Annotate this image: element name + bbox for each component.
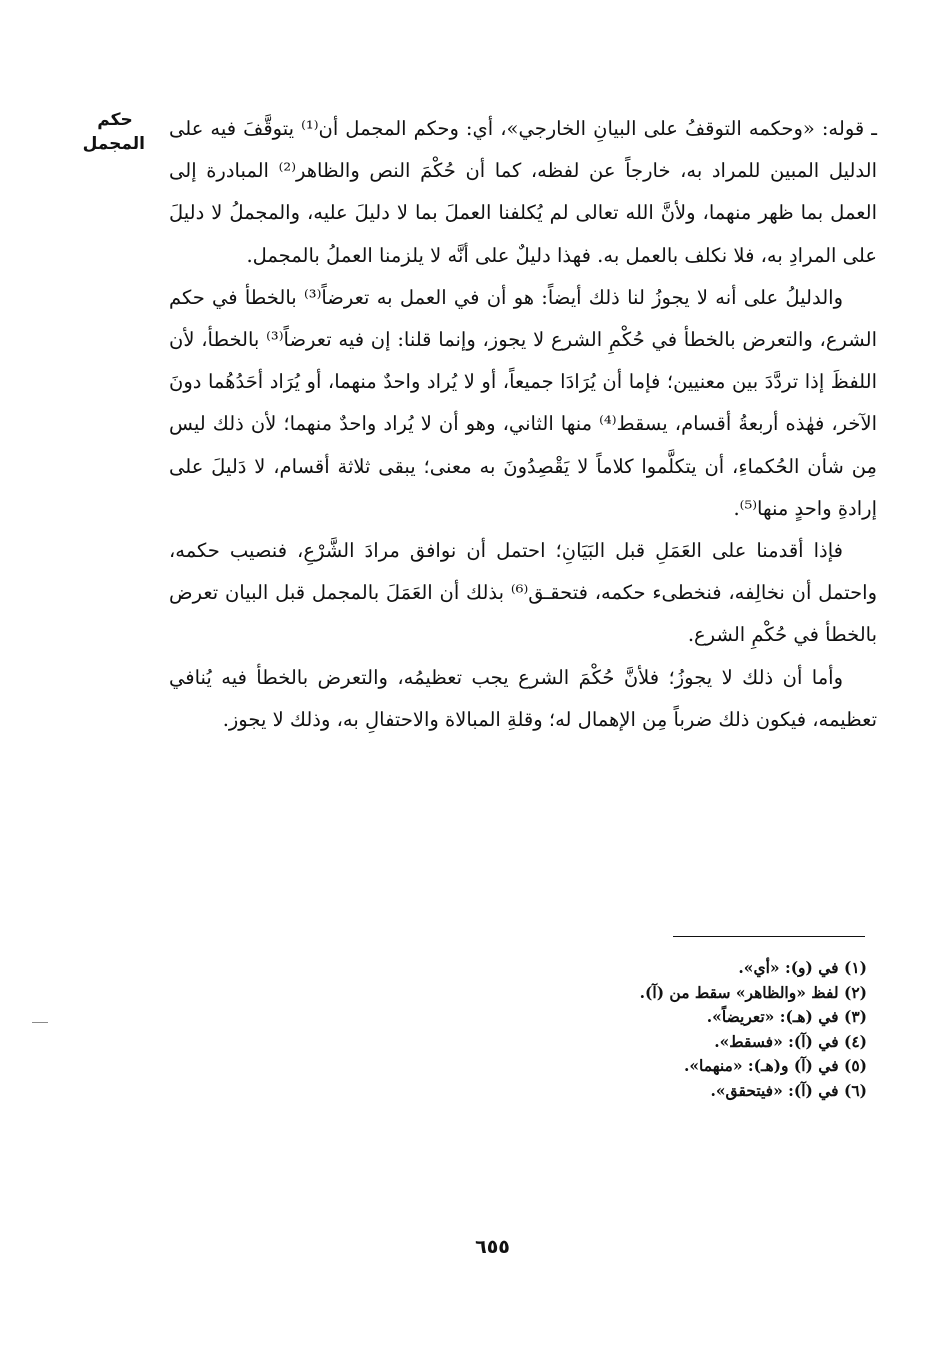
paragraph-3: فإذا أقدمنا على العَمَلِ قبل البَيَانِ؛ احتمل أن نوافق مرادَ الشَّرْعِ، فنصيب حكمه، واحتمل أن نخالِفه، فنخطىء حكمه، فتحقـق⁽⁶⁾ بذلك أن العَمَلَ بالمجمل قبل البيان تعرض بالخطأ في حُكْمِ الشرع. (169, 539, 877, 647)
footnote-3: (٣) في (هـ): «تعريضاً». (706, 1007, 867, 1027)
margin-heading (82, 108, 145, 156)
main-text (169, 108, 877, 741)
footnote-2: (٢) لفظ «والظاهر» سقط من (آ). (639, 982, 867, 1002)
footnotes-list (367, 956, 867, 1104)
scan-mark (32, 1022, 48, 1023)
footnote-1: (١) في (و): «أي». (738, 958, 867, 977)
footnote-4: (٤) في (آ): «فسقط». (714, 1031, 867, 1051)
paragraph-4: وأما أن ذلك لا يجوزُ؛ فلأنَّ حُكْمَ الشرع يجب تعظيمُه، والتعرض بالخطأ فيه يُنافي تعظيمه، فيكون ذلك ضرباً مِن الإهمال له؛ وقلةِ المبالاة والاحتفالِ به، وذلك لا يجوز. (169, 665, 877, 731)
footnote-5: (٥) في (آ) و(هـ): «منهما». (683, 1056, 867, 1076)
paragraph-1: ـ قوله: «وحكمه التوقفُ على البيانِ الخارجي»، أي: وحكم المجمل أن⁽¹⁾ يتوقَّفَ فيه على الدليل المبين للمراد به، خارجاً عن لفظه، كما أن حُكْمَ النص والظاهر⁽²⁾ المبادرة إلى العمل بما ظهر منهما، ولأنَّ الله تعالى لم يُكلفنا العملَ بما لا دليلَ عليه، والمجملُ لا دليلَ على المرادِ به، فلا نكلف بالعمل به. فهذا دليلٌ على أنَّه لا يلزمنا العملُ بالمجمل. (169, 117, 878, 267)
paragraph-2: والدليلُ على أنه لا يجوزُ لنا ذلك أيضاً: هو أن في العمل به تعرضاً⁽³⁾ بالخطأ في حكم الشرع، والتعرض بالخطأ في حُكْمِ الشرع لا يجوز، وإنما قلنا: إن فيه تعرضاً⁽³⁾ بالخطأ، لأن اللفظَ إذا تردَّدَ بين معنيين؛ فإما أن يُرَادَا جميعاً، أو لا يُراد واحدٌ منهما، أو يُرَاد أحَدُهُما دونَ الآخر، فهٰذه أربعةُ أقسام، يسقط⁽⁴⁾ منها الثاني، وهو أن لا يُراد واحدٌ منهما؛ لأن ذلك ليس مِن شأن الحُكماءِ، أن يتكلَّموا كلاماً لا يَقْصِدُونَ به معنى؛ يبقى ثلاثة أقسام، لا دَليلَ على إرادةِ واحدٍ منها⁽⁵⁾. (169, 285, 878, 520)
margin-heading-line-2: المجمل (82, 134, 145, 154)
page-number: ٦٥٥ (475, 1236, 510, 1258)
footnote-divider (673, 936, 865, 937)
footnote-6: (٦) في (آ): «فيتحقق». (710, 1080, 867, 1100)
margin-heading-line-1: حكم (97, 110, 133, 130)
